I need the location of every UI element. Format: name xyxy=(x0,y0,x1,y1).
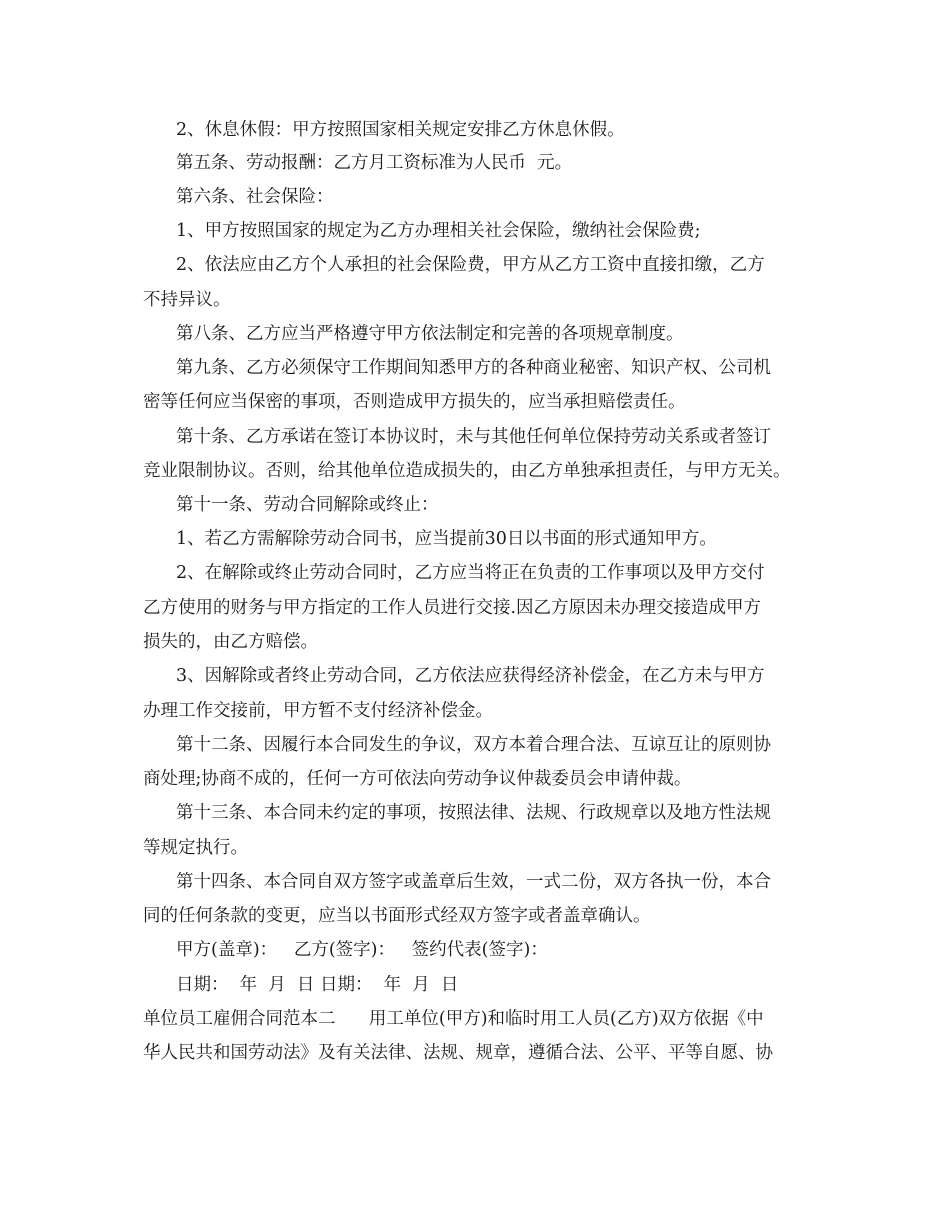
paragraph-line: 第八条、乙方应当严格遵守甲方依法制定和完善的各项规章制度。 xyxy=(176,324,684,344)
paragraph-line: 同的任何条款的变更，应当以书面形式经双方签字或者盖章确认。 xyxy=(143,906,651,926)
paragraph-line: 1、若乙方需解除劳动合同书，应当提前30日以书面的形式通知甲方。 xyxy=(176,529,717,549)
paragraph-line: 第十条、乙方承诺在签订本协议时，未与其他任何单位保持劳动关系或者签订 xyxy=(176,427,771,447)
paragraph-line: 第六条、社会保险： xyxy=(176,187,334,207)
paragraph-line: 第九条、乙方必须保守工作期间知悉甲方的各种商业秘密、知识产权、公司机 xyxy=(176,358,771,378)
paragraph-line: 损失的，由乙方赔偿。 xyxy=(143,632,318,652)
paragraph-line: 第十一条、劳动合同解除或终止： xyxy=(176,495,439,515)
paragraph-line: 2、依法应由乙方个人承担的社会保险费，甲方从乙方工资中直接扣缴，乙方 xyxy=(176,255,765,275)
paragraph-line: 第十三条、本合同未约定的事项，按照法律、法规、行政规章以及地方性法规 xyxy=(176,803,771,823)
paragraph-line: 商处理;协商不成的，任何一方可依法向劳动争议仲裁委员会申请仲裁。 xyxy=(143,769,692,789)
paragraph-line: 3、因解除或者终止劳动合同，乙方依法应获得经济补偿金，在乙方未与甲方 xyxy=(176,666,765,686)
paragraph-line: 等规定执行。 xyxy=(143,838,248,858)
paragraph-line: 密等任何应当保密的事项，否则造成甲方损失的，应当承担赔偿责任。 xyxy=(143,392,686,412)
signature-line: 甲方(盖章)： 乙方(签字)： 签约代表(签字)： xyxy=(176,940,548,960)
paragraph-line: 办理工作交接前，甲方暂不支付经济补偿金。 xyxy=(143,701,493,721)
paragraph-line: 2、休息休假：甲方按照国家相关规定安排乙方休息休假。 xyxy=(176,120,625,140)
paragraph-line: 第五条、劳动报酬：乙方月工资标准为人民币 元。 xyxy=(176,153,573,173)
paragraph-line: 不持异议。 xyxy=(143,290,231,310)
paragraph-line: 2、在解除或终止劳动合同时，乙方应当将正在负责的工作事项以及甲方交付 xyxy=(176,563,765,583)
paragraph-line: 华人民共和国劳动法》及有关法律、法规、规章，遵循合法、公平、平等自愿、协 xyxy=(143,1043,773,1063)
paragraph-line: 竞业限制协议。否则，给其他单位造成损失的，由乙方单独承担责任，与甲方无关。 xyxy=(143,461,791,481)
paragraph-line: 第十四条、本合同自双方签字或盖章后生效，一式二份，双方各执一份，本合 xyxy=(176,872,771,892)
paragraph-line: 第十二条、因履行本合同发生的争议，双方本着合理合法、互谅互让的原则协 xyxy=(176,735,771,755)
paragraph-line: 1、甲方按照国家的规定为乙方办理相关社会保险，缴纳社会保险费; xyxy=(176,221,701,241)
paragraph-line: 单位员工雇佣合同范本二 用工单位(甲方)和临时用工人员(乙方)双方依据《中 xyxy=(143,1009,764,1029)
paragraph-line: 乙方使用的财务与甲方指定的工作人员进行交接.因乙方原因未办理交接造成甲方 xyxy=(143,598,762,618)
date-line: 日期： 年 月 日 日期： 年 月 日 xyxy=(176,975,459,995)
